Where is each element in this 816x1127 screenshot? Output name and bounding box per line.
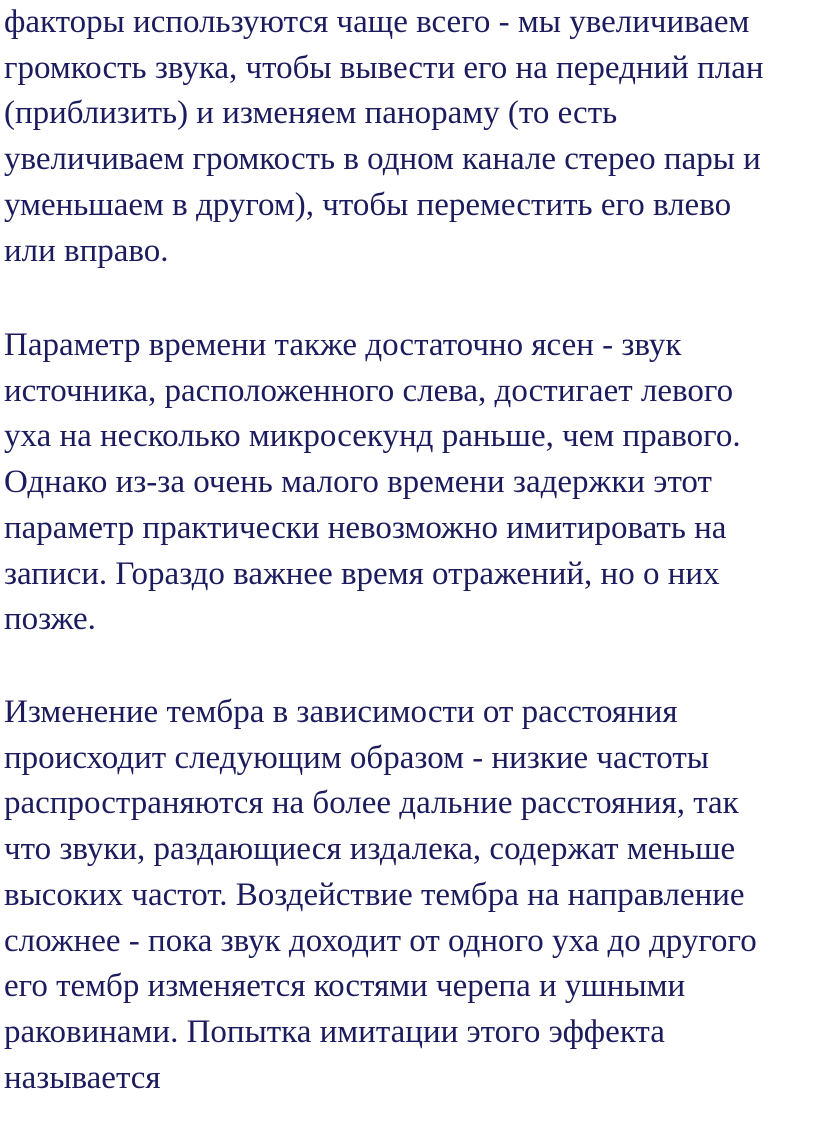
text-line: Изменение тембра в зависимости от расстояния [4,694,678,730]
text-line: раковинами. Попытка имитации этого эффекта [4,1013,665,1050]
paragraph-1 [4,0,764,274]
text-line: уха на несколько микросекунд раньше, чем правого. [4,418,741,455]
text-line: что звуки, раздающиеся издалека, содержат меньше [4,831,736,868]
text-line: распространяются на более дальние расстояния, так [4,785,739,822]
text-line: уменьшаем в другом), чтобы переместить его влево [4,186,732,223]
text-line: его тембр изменяется костями черепа и ушными [4,968,686,1005]
text-line: источника, расположенного слева, достигает левого [4,372,734,409]
text-line: записи. Гораздо важнее время отражений, но о них [4,555,720,592]
text-line: громкость звука, чтобы вывести его на передний план [4,49,764,86]
paragraph-2 [4,323,741,643]
text-line: параметр практически невозможно имитировать на [4,509,727,546]
text-line: сложнее - пока звук доходит от одного уха до другого [4,922,757,959]
text-line: Параметр времени также достаточно ясен - звук [4,327,682,363]
text-line: факторы используются чаще всего - мы увеличиваем [4,4,750,40]
paragraph-3 [4,690,757,1101]
text-line: увеличиваем громкость в одном канале стерео пары и [4,141,761,178]
text-line: называется [4,1059,161,1096]
text-line: Однако из-за очень малого времени задержки этот [4,464,712,501]
text-line: происходит следующим образом - низкие частоты [4,739,709,776]
text-line: (приблизить) и изменяем панораму (то есть [4,95,618,132]
text-line: высоких частот. Воздействие тембра на направление [4,876,745,913]
text-line: позже. [4,601,96,638]
text-line: или вправо. [4,232,169,269]
